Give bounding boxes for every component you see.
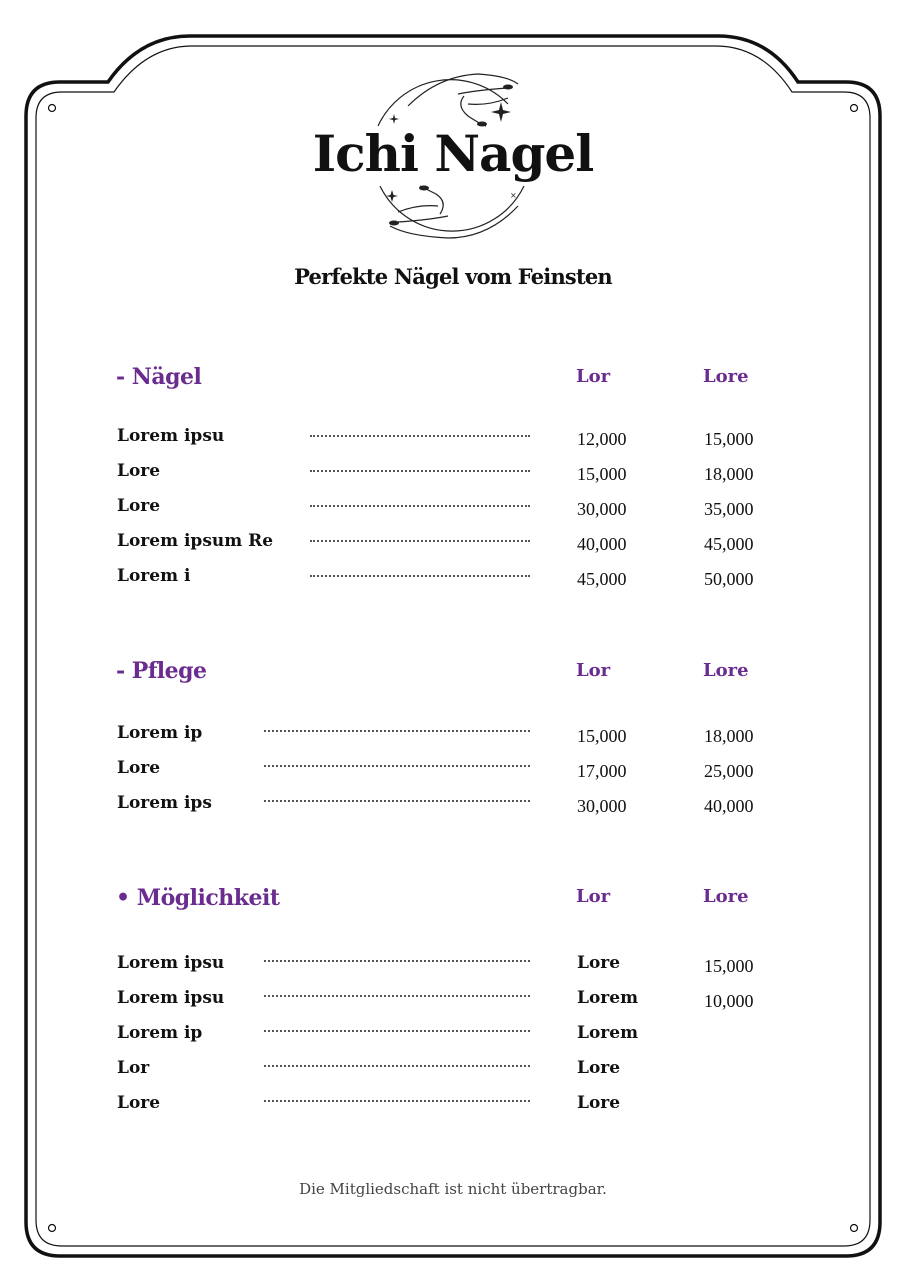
- section-title-moeglichkeit: • Möglichkeit: [116, 885, 280, 911]
- price-b: 25,000: [704, 761, 754, 781]
- price-b: 18,000: [704, 726, 754, 746]
- column-header-1: Lor: [576, 366, 611, 387]
- svg-text:×: ×: [510, 191, 517, 200]
- option-a: Lore: [577, 1058, 621, 1078]
- leader-dots: [310, 470, 530, 472]
- item-name: Lorem ipsu: [117, 426, 225, 446]
- price-a: 30,000: [577, 499, 627, 519]
- option-a: Lorem: [577, 1023, 639, 1043]
- leader-dots: [264, 1100, 530, 1102]
- price-b: 45,000: [704, 534, 754, 554]
- item-name: Lore: [117, 758, 161, 778]
- leader-dots: [310, 505, 530, 507]
- leader-dots: [264, 995, 530, 997]
- item-name: Lorem ip: [117, 723, 203, 743]
- item-name: Lorem ipsu: [117, 988, 225, 1008]
- leader-dots: [310, 575, 530, 577]
- item-name: Lore: [117, 461, 161, 481]
- price-a: 45,000: [577, 569, 627, 589]
- brand-name: Ichi Nagel: [312, 124, 594, 183]
- item-name: Lorem i: [117, 566, 191, 586]
- leader-dots: [264, 800, 530, 802]
- footer-note: Die Mitgliedschaft ist nicht übertragbar.: [299, 1180, 607, 1198]
- leader-dots: [264, 765, 530, 767]
- column-header-1: Lor: [576, 660, 611, 681]
- leader-dots: [264, 730, 530, 732]
- item-name: Lore: [117, 496, 161, 516]
- item-name: Lorem ipsu: [117, 953, 225, 973]
- item-name: Lorem ipsum Re: [117, 531, 274, 551]
- price-b: 15,000: [704, 429, 754, 449]
- column-header-2: Lore: [703, 886, 749, 907]
- section-title-naegel: - Nägel: [116, 364, 202, 390]
- leader-dots: [264, 1065, 530, 1067]
- price-a: 40,000: [577, 534, 627, 554]
- price-b: 40,000: [704, 796, 754, 816]
- leader-dots: [310, 435, 530, 437]
- price-b: 15,000: [704, 956, 754, 976]
- price-b: 18,000: [704, 464, 754, 484]
- price-a: 15,000: [577, 464, 627, 484]
- column-header-2: Lore: [703, 660, 749, 681]
- tagline: Perfekte Nägel vom Feinsten: [294, 264, 612, 289]
- price-a: 30,000: [577, 796, 627, 816]
- leader-dots: [264, 1030, 530, 1032]
- price-b: 35,000: [704, 499, 754, 519]
- price-b: 10,000: [704, 991, 754, 1011]
- price-a: 15,000: [577, 726, 627, 746]
- item-name: Lorem ip: [117, 1023, 203, 1043]
- item-name: Lore: [117, 1093, 161, 1113]
- price-a: 17,000: [577, 761, 627, 781]
- price-a: 12,000: [577, 429, 627, 449]
- item-name: Lorem ips: [117, 793, 212, 813]
- column-header-1: Lor: [576, 886, 611, 907]
- column-header-2: Lore: [703, 366, 749, 387]
- option-a: Lorem: [577, 988, 639, 1008]
- option-a: Lore: [577, 1093, 621, 1113]
- section-title-pflege: - Pflege: [116, 658, 207, 684]
- item-name: Lor: [117, 1058, 150, 1078]
- leader-dots: [264, 960, 530, 962]
- leader-dots: [310, 540, 530, 542]
- option-a: Lore: [577, 953, 621, 973]
- price-b: 50,000: [704, 569, 754, 589]
